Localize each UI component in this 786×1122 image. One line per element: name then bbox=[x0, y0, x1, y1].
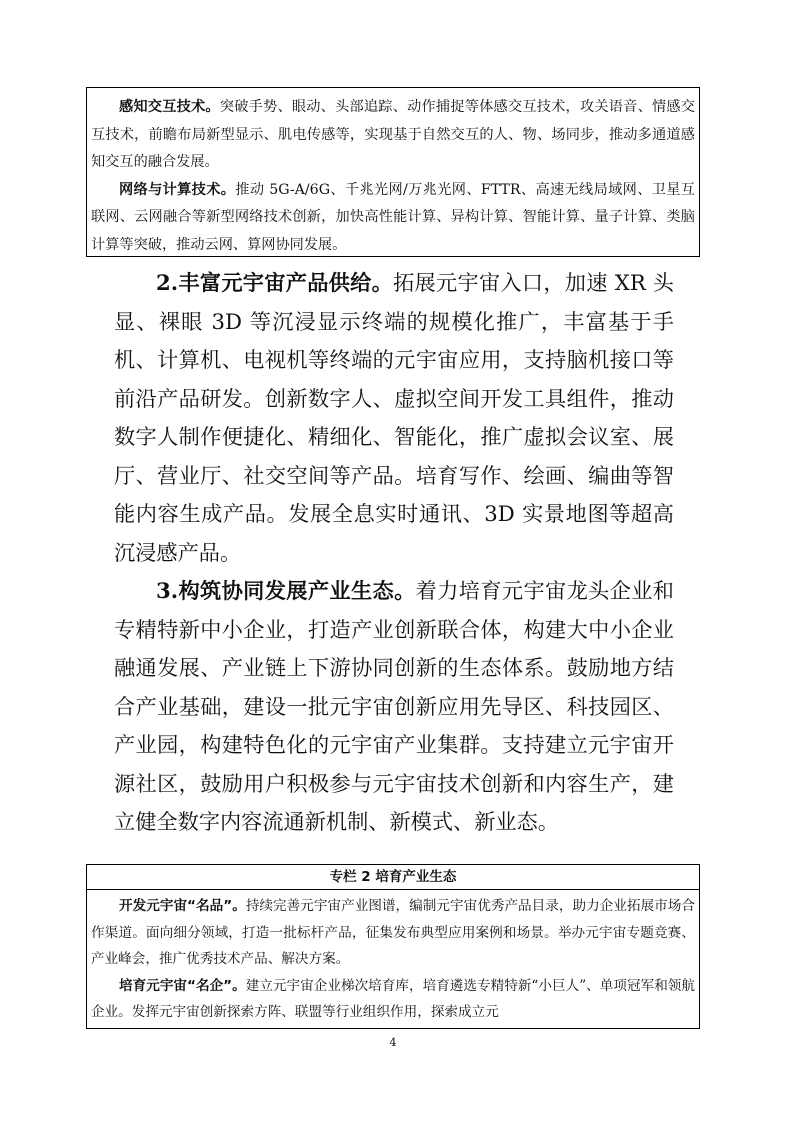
section-3-paragraph bbox=[114, 572, 674, 842]
industry-ecology-column-box bbox=[86, 864, 700, 1029]
column-title: 专栏 2 培育产业生态 bbox=[87, 865, 699, 890]
main-body bbox=[114, 264, 674, 842]
section-2-paragraph bbox=[114, 264, 674, 572]
famous-products-text: 持续完善元宇宙产业图谱，编制元宇宙优秀产品目录，助力企业拓展市场合作渠道。面向细分领域，打造一批标杆产品，征集发布典型应用案例和场景。举办元宇宙专题竞赛、产业峰会，推广优秀技术产品、解决方案。 bbox=[91, 898, 695, 967]
famous-enterprises-text: 建立元宇宙企业梯次培育库，培育遴选专精特新“小巨人”、单项冠军和领航企业。发挥元宇宙创新探索方阵、联盟等行业组织作用，探索成立元 bbox=[91, 977, 695, 1020]
famous-products-heading: 开发元宇宙“名品”。 bbox=[119, 898, 246, 914]
section-3-heading: 3.构筑协同发展产业生态。 bbox=[156, 578, 416, 603]
perception-interaction-text: 突破手势、眼动、头部追踪、动作捕捉等体感交互技术，攻关语音、情感交互技术，前瞻布局新型显示、肌电传感等，实现基于自然交互的人、物、场同步，推动多通道感知交互的融合发展。 bbox=[91, 99, 695, 170]
famous-enterprises-heading: 培育元宇宙“名企”。 bbox=[119, 977, 246, 994]
section-2-text: 拓展元宇宙入口，加速 XR 头显、裸眼 3D 等沉浸显示终端的规模化推广，丰富基于手机、计算机、电视机等终端的元宇宙应用，支持脑机接口等前沿产品研发。创新数字人、虚拟空间开发工具组件，推动数字人制作便捷化、精细化、智能化，推广虚拟会议室、展厅、营业厅、社交空间等产品。培育写作、绘画、编曲等智能内容生成产品。发展全息实时通讯、3D 实景地图等超高沉浸感产品。 bbox=[114, 270, 674, 565]
perception-interaction-paragraph bbox=[91, 94, 695, 177]
section-3-text: 着力培育元宇宙龙头企业和专精特新中小企业，打造产业创新联合体，构建大中小企业融通发展、产业链上下游协同创新的生态体系。鼓励地方结合产业基础，建设一批元宇宙创新应用先导区、科技园区、产业园，构建特色化的元宇宙产业集群。支持建立元宇宙开源社区，鼓励用户积极参与元宇宙技术创新和内容生产，建立健全数字内容流通新机制、新模式、新业态。 bbox=[114, 578, 674, 834]
famous-products-paragraph bbox=[91, 893, 695, 973]
network-computing-heading: 网络与计算技术。 bbox=[119, 181, 236, 198]
network-computing-paragraph bbox=[91, 177, 695, 260]
page-number: 4 bbox=[389, 1036, 397, 1049]
network-computing-text: 推动 5G-A/6G、千兆光网/万兆光网、FTTR、高速无线局域网、卫星互联网、云网融合等新型网络技术创新，加快高性能计算、异构计算、智能计算、量子计算、类脑计算等突破，推动云网、算网协同发展。 bbox=[91, 181, 695, 253]
column-body bbox=[87, 890, 699, 1026]
perception-interaction-heading: 感知交互技术。 bbox=[119, 99, 220, 115]
tech-column-box bbox=[86, 87, 700, 257]
section-2-heading: 2.丰富元宇宙产品供给。 bbox=[156, 270, 394, 295]
famous-enterprises-paragraph bbox=[91, 973, 695, 1026]
